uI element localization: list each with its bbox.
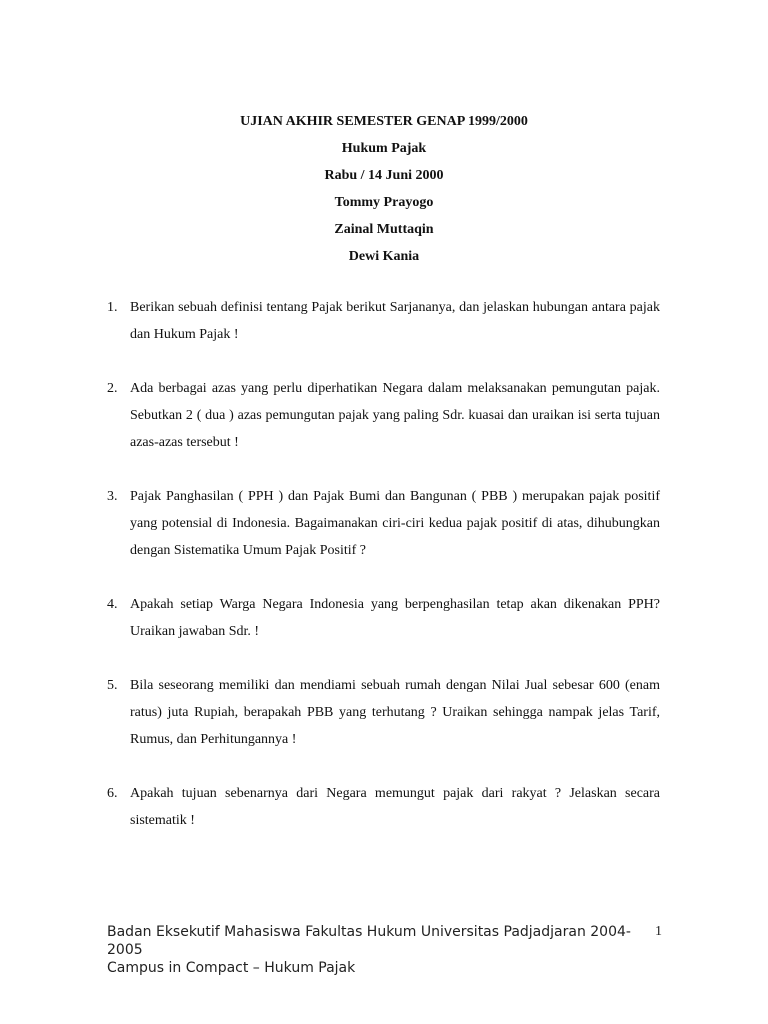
question-number: 5. — [107, 678, 118, 693]
exam-header — [0, 108, 768, 270]
page-footer — [107, 923, 662, 977]
question-number: 2. — [107, 381, 118, 396]
footer-organization: Badan Eksekutif Mahasiswa Fakultas Hukum Universitas Padjadjaran 2004-2005 — [107, 924, 631, 958]
question-text: Apakah setiap Warga Negara Indonesia yang berpenghasilan tetap akan dikenakan PPH? Uraikan jawaban Sdr. ! — [130, 597, 660, 639]
question-item — [107, 483, 660, 564]
question-number: 3. — [107, 489, 118, 504]
question-text: Pajak Panghasilan ( PPH ) dan Pajak Bumi dan Bangunan ( PBB ) merupakan pajak positif yang potensial di Indonesia. Bagaimanakan ciri-ciri kedua pajak positif di atas, dihubungkan dengan Sistematika Umum Pajak Positif ? — [130, 489, 660, 558]
lecturer-name: Dewi Kania — [348, 249, 420, 264]
exam-title: UJIAN AKHIR SEMESTER GENAP 1999/2000 — [240, 114, 528, 129]
question-number: 4. — [107, 597, 118, 612]
question-number: 1. — [107, 300, 118, 315]
exam-subject: Hukum Pajak — [341, 141, 427, 156]
question-text: Ada berbagai azas yang perlu diperhatikan Negara dalam melaksanakan pemungutan pajak. Sebutkan 2 ( dua ) azas pemungutan pajak yang paling Sdr. kuasai dan uraikan isi serta tujuan azas-azas tersebut ! — [130, 381, 660, 450]
question-number: 6. — [107, 786, 118, 801]
question-item — [107, 294, 660, 348]
question-text: Bila seseorang memiliki dan mendiami sebuah rumah dengan Nilai Jual sebesar 600 (enam ratus) juta Rupiah, berapakah PBB yang terhutang ? Uraikan sehingga nampak jelas Tarif, Rumus, dan Perhitungannya ! — [130, 678, 660, 747]
lecturer-name: Zainal Muttaqin — [334, 222, 434, 237]
question-item — [107, 672, 660, 753]
page-number: 1 — [655, 924, 662, 939]
question-item — [107, 780, 660, 834]
footer-publication: Campus in Compact – Hukum Pajak — [107, 960, 356, 976]
lecturer-name: Tommy Prayogo — [334, 195, 434, 210]
question-item — [107, 375, 660, 456]
question-list — [107, 294, 660, 861]
question-text: Apakah tujuan sebenarnya dari Negara memungut pajak dari rakyat ? Jelaskan secara sistematik ! — [130, 786, 660, 828]
question-item — [107, 591, 660, 645]
exam-date: Rabu / 14 Juni 2000 — [324, 168, 444, 183]
question-text: Berikan sebuah definisi tentang Pajak berikut Sarjananya, dan jelaskan hubungan antara pajak dan Hukum Pajak ! — [130, 300, 660, 342]
